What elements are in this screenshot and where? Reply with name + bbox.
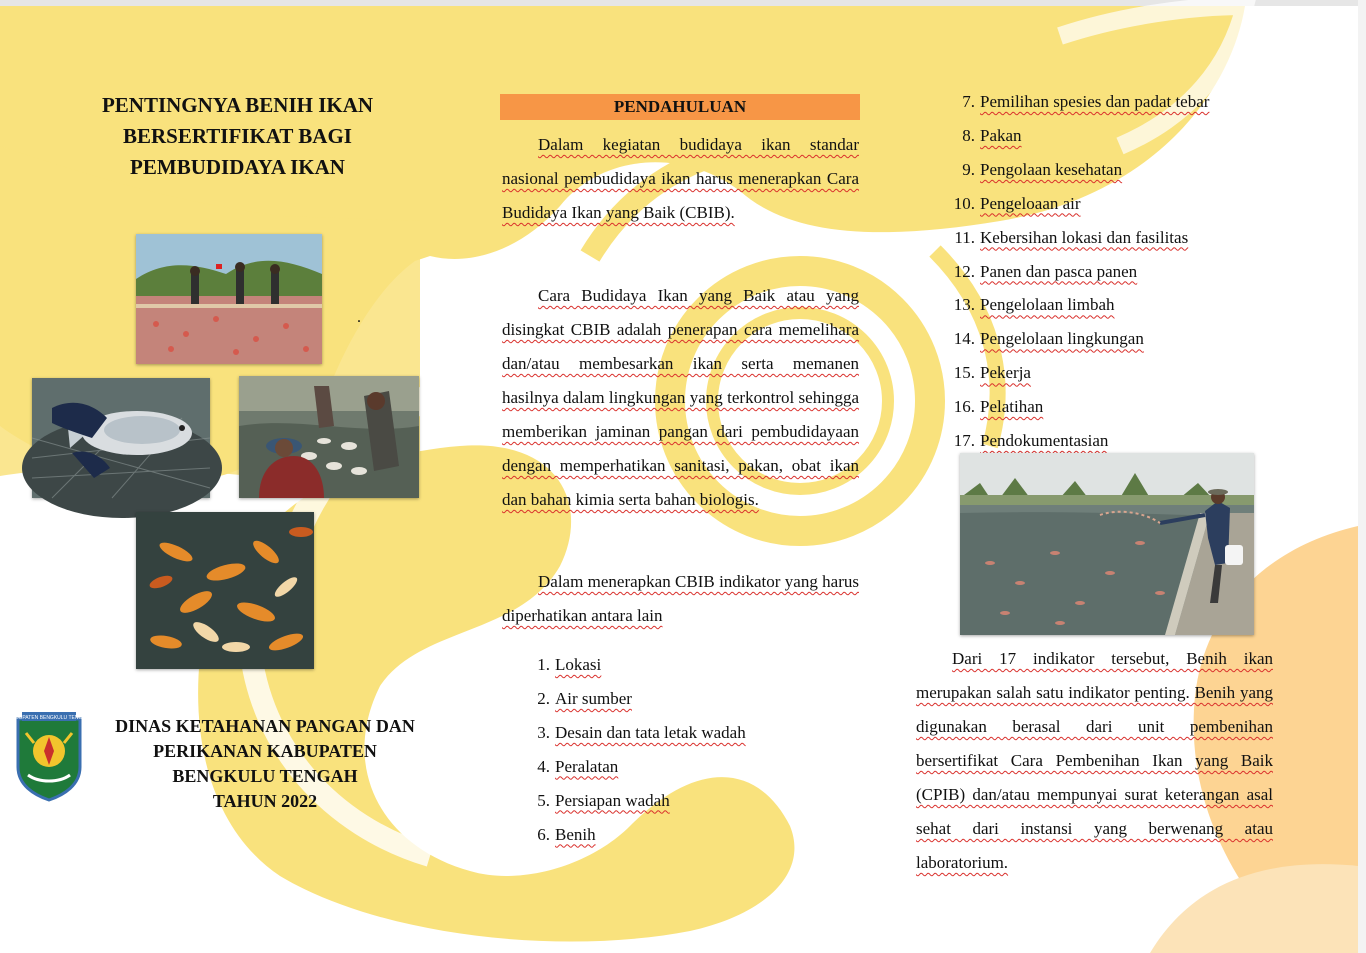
list-item: 13. Pengelolaan limbah: [953, 295, 1115, 315]
list-item-label: Pengelolaan limbah: [980, 295, 1115, 315]
org-line: PERIKANAN KABUPATEN: [153, 741, 377, 761]
kabupaten-emblem-icon: [8, 709, 90, 801]
list-item-label: Kebersihan lokasi dan fasilitas: [980, 227, 1189, 247]
list-item: 5. Persiapan wadah: [537, 790, 670, 810]
cbib-definition-paragraph: Cara Budidaya Ikan yang Baik atau yang disingkat CBIB adalah penerapan cara memelihara dan/atau membesarkan ikan serta memanen hasilnya dalam lingkungan yang terkontrol sehingga memberikan jaminan pangan dari pembudidayaan dengan memperhatikan sanitasi, pakan, obat ikan dan bahan kimia serta bahan biologis.: [502, 286, 859, 509]
list-item: 1. Lokasi: [537, 655, 602, 674]
list-item: 2. Air sumber: [537, 688, 632, 708]
list-item: 17. Pendokumentasian: [953, 431, 1109, 451]
list-item-label: Pakan: [980, 125, 1022, 145]
list-item-label: Lokasi: [555, 655, 602, 674]
list-item-label: Peralatan: [555, 756, 619, 776]
intro-paragraph: Dalam kegiatan budidaya ikan standar nasional pembudidaya ikan harus menerapkan Cara Budidaya Ikan yang Baik (CBIB).: [502, 135, 859, 222]
list-item: 10. Pengeloaan air: [953, 193, 1081, 213]
brochure-page: [0, 6, 1358, 953]
list-item: 3. Desain dan tata letak wadah: [537, 722, 746, 742]
decorative-dot: .: [357, 309, 361, 326]
list-item: 6. Benih: [537, 824, 596, 844]
list-item: 9. Pengolaan kesehatan: [962, 159, 1123, 179]
list-item: 7. Pemilihan spesies dan padat tebar: [962, 92, 1210, 111]
list-item-label: Air sumber: [555, 688, 632, 708]
list-item: 4. Peralatan: [537, 756, 619, 776]
list-item: 16. Pelatihan: [953, 397, 1044, 417]
list-item: 8. Pakan: [962, 125, 1022, 145]
title-line: PEMBUDIDAYA IKAN: [130, 155, 345, 179]
organization-block: [95, 714, 435, 814]
photo-fish-in-net: [32, 378, 210, 498]
indicator-intro-paragraph: Dalam menerapkan CBIB indikator yang harus diperhatikan antara lain: [502, 572, 859, 625]
photo-harvest-workers: [239, 376, 419, 498]
list-item-label: Pekerja: [980, 363, 1031, 383]
list-item-label: Desain dan tata letak wadah: [555, 722, 746, 742]
brochure-title: [60, 90, 415, 183]
list-item: 15. Pekerja: [953, 363, 1031, 383]
list-item-label: Benih: [555, 824, 596, 844]
list-item-label: Panen dan pasca panen: [980, 261, 1138, 281]
indicator-list-part2: [951, 85, 1209, 458]
org-line: BENGKULU TENGAH: [172, 766, 358, 786]
title-line: BERSERTIFIKAT BAGI: [123, 124, 352, 148]
indicator-list-part1: [526, 648, 746, 851]
list-item-label: Pengolaan kesehatan: [980, 159, 1123, 179]
photo-feeding-pond: [960, 453, 1254, 635]
window-right-edge: [1358, 0, 1366, 953]
benih-importance-paragraph: Dari 17 indikator tersebut, Benih ikan merupakan salah satu indikator penting. Benih yang digunakan berasal dari unit pembenihan bersertifikat Cara Pembenihan Ikan yang Baik (CPIB) dan/atau mempunyai surat keterangan asal sehat dari instansi yang berwenang atau laboratorium.: [916, 649, 1273, 872]
list-item-label: Pelatihan: [980, 397, 1044, 417]
org-line: DINAS KETAHANAN PANGAN DAN: [115, 716, 415, 736]
list-item-label: Pemilihan spesies dan padat tebar: [980, 92, 1210, 111]
org-line: TAHUN 2022: [212, 791, 318, 811]
title-line: PENTINGNYA BENIH IKAN: [101, 93, 374, 117]
list-item-label: Pendokumentasian: [980, 431, 1109, 451]
list-item-label: Persiapan wadah: [555, 790, 670, 810]
list-item: 11. Kebersihan lokasi dan fasilitas: [954, 227, 1189, 247]
list-item-label: Pengelolaan lingkungan: [980, 329, 1144, 349]
emblem-text: KABUPATEN BENGKULU TENGAH: [8, 715, 90, 721]
list-item-label: Pengeloaan air: [980, 193, 1081, 213]
section-heading: PENDAHULUAN: [500, 94, 860, 120]
photo-fish-pond-workers: [136, 234, 322, 364]
photo-koi-fish: [136, 512, 314, 669]
list-item: 14. Pengelolaan lingkungan: [953, 329, 1144, 349]
list-item: 12. Panen dan pasca panen: [953, 261, 1138, 281]
